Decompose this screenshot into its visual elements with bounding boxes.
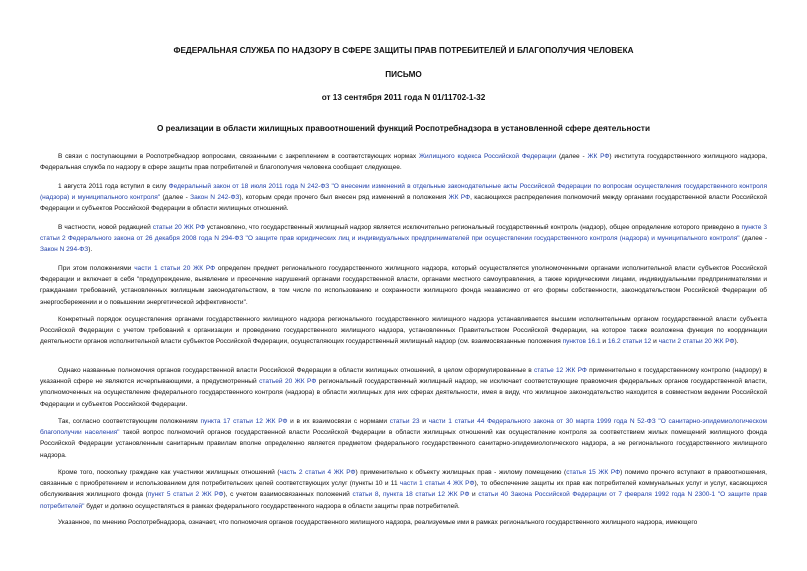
- paragraph-text: ) помимо прочего вступают в правоотношения, связанные с приобретением и использованием для потребительских целей соответствующих услуг (пункты 10 и 11: [40, 469, 767, 488]
- paragraph-text: (далее -: [556, 153, 588, 160]
- paragraph-text: и в их взаимосвязи с нормами: [287, 418, 390, 425]
- paragraph-text: ).: [734, 338, 739, 346]
- legal-reference-link[interactable]: статьи 8: [352, 491, 379, 499]
- paragraph-text: Кроме того, поскольку граждане как участники жилищных отношений (: [58, 469, 280, 476]
- legal-reference-link[interactable]: Жилищного кодекса Российской Федерации: [418, 153, 557, 160]
- paragraph-text: и: [419, 418, 429, 425]
- legal-reference-link[interactable]: пункт 5 статьи 2 ЖК РФ: [147, 491, 224, 499]
- legal-reference-link[interactable]: статьи 23: [389, 418, 420, 425]
- document-type: ПИСЬМО: [385, 70, 422, 79]
- legal-reference-link[interactable]: ЖК РФ: [587, 153, 610, 160]
- legal-reference-link[interactable]: статье 12 ЖК РФ: [534, 367, 587, 374]
- document-subject: О реализации в области жилищных правоотношений функций Роспотребнадзора в установленной сфере деятельности: [157, 124, 650, 133]
- paragraph: [40, 181, 767, 215]
- paragraph-text: будет и должно осуществляться в рамках федерального государственного надзора в области защиты прав потребителей.: [84, 502, 460, 510]
- legal-reference-link[interactable]: статьи 40 Закона Российской Федерации от 7 февраля 1992 года N 2300-1 "О защите прав потребителей": [40, 491, 768, 510]
- paragraph-text: Однако названные полномочия органов государственной власти Российской Федерации в области жилищных отношений, в целом сформулированные в: [58, 367, 535, 374]
- paragraph-text: Указанное, по мнению Роспотребнадзора, означает, что полномочия органов государственного жилищного надзора, реализуемые ими в рамках регионального государственного жилищного надзора, имеющего: [58, 519, 698, 526]
- paragraph-text: Конкретный порядок осуществления органами государственного жилищного надзора регионального государственного жилищного надзора устанавливается высшим исполнительным органом государственной власти субъекта Российской Федерации с учетом требований к организации и проведению государственного жилищного надзора, установленных Правительством Российской Федерации, на которое также возложена функция по координации деятельности органов исполнительной власти субъектов Российской Федерации, осуществляющих государственный жилищный надзор (см. взаимосвязанные положения: [40, 316, 767, 346]
- paragraph-text: определен предмет регионального государственного жилищного надзора, который осуществляется уполномоченными органами исполнительной власти субъектов Российской Федерации и включает в себя "предупреждение, выявление и пресечение нарушений органами государственной власти, органами местного самоуправления, а также юридическими лицами, индивидуальными предпринимателями и гражданами требований, установленных жилищным законодательством, в том числе по использованию и сохранности жилищного фонда независимо от его формы собственности, законодательством Российской Федерации об энергосбережении и о повышении энергетической эффективности".: [40, 265, 767, 306]
- paragraph-text: такой вопрос полномочий органов государственной власти Российской Федерации в области жилищных отношений как осуществление контроля за соответствием жилых помещений жилищного фонда Российской Федерации установленным санитарным правилам вполне определенно является предметом федерального государственного санитарно-эпидемиологического надзора, а не регионального государственного жилищного надзора.: [40, 429, 767, 459]
- legal-reference-link[interactable]: части 1 статьи 4 ЖК РФ: [399, 480, 475, 488]
- legal-reference-link[interactable]: ЖК РФ: [448, 194, 471, 202]
- legal-reference-link[interactable]: статьи 20 ЖК РФ: [152, 224, 205, 231]
- paragraph: [40, 517, 767, 528]
- document-date-number: от 13 сентября 2011 года N 01/11702-1-32: [321, 93, 486, 102]
- paragraph-text: Так, согласно соответствующим положениям: [58, 418, 201, 425]
- agency-title: ФЕДЕРАЛЬНАЯ СЛУЖБА ПО НАДЗОРУ В СФЕРЕ ЗАЩИТЫ ПРАВ ПОТРЕБИТЕЛЕЙ И БЛАГОПОЛУЧИЯ ЧЕЛОВЕКА: [173, 46, 634, 55]
- paragraph-text: и: [469, 491, 479, 499]
- paragraph: [40, 416, 767, 461]
- legal-reference-link[interactable]: части 1 статьи 20 ЖК РФ: [134, 265, 216, 272]
- paragraph-text: ), с учетом взаимосвязанных положений: [223, 491, 353, 499]
- legal-reference-link[interactable]: часть 2 статьи 4 ЖК РФ: [279, 469, 356, 476]
- paragraph-text: 1 августа 2011 года вступил в силу: [58, 183, 169, 190]
- paragraph-text: ).: [88, 246, 93, 254]
- paragraph-text: и: [600, 338, 608, 346]
- paragraph-text: применительно к государственному контролю (надзору) в указанной сфере не являются исчерпывающими, а предусмотренный: [40, 367, 767, 386]
- legal-reference-link[interactable]: части 1 статьи 44 Федерального закона от 30 марта 1999 года N 52-ФЗ "О санитарно-эпидемиологическом благополучии населения": [40, 418, 768, 437]
- legal-reference-link[interactable]: части 2 статьи 20 ЖК РФ: [658, 338, 735, 346]
- paragraph: [40, 467, 767, 512]
- legal-reference-link[interactable]: пункте 3 статьи 2 Федерального закона от 26 декабря 2008 года N 294-ФЗ "О защите прав юридических лиц и индивидуальных предпринимателей при осуществлении государственного контроля (надзора) и муниципального контроля": [40, 224, 767, 243]
- paragraph-text: (далее -: [160, 194, 191, 202]
- legal-reference-link[interactable]: Закон N 242-ФЗ: [190, 194, 240, 202]
- paragraph: [40, 222, 767, 256]
- paragraph-text: При этом положениями: [58, 265, 135, 272]
- legal-reference-link[interactable]: пункта 17 статьи 12 ЖК РФ: [200, 418, 288, 425]
- paragraph: [40, 151, 767, 173]
- paragraph-text: , касающихся распределения полномочий между органами государственной власти Российской Федерации и субъектов Российской Федерации в области жилищных отношений.: [40, 194, 767, 213]
- paragraph: [40, 314, 767, 348]
- legal-reference-link[interactable]: статья 15 ЖК РФ: [566, 469, 621, 476]
- legal-reference-link[interactable]: статьей 20 ЖК РФ: [259, 378, 317, 386]
- legal-reference-link[interactable]: 16.2 статьи 12: [607, 338, 652, 346]
- paragraph-text: ), то обеспечение защиты их прав как потребителей коммунальных услуг и услуг, касающихся обслуживания жилищного фонда (: [40, 480, 767, 499]
- paragraph-text: ) института государственного жилищного надзора, Федеральная служба по надзору в сфере защиты прав потребителей и благополучия человека сообщает следующее.: [40, 153, 768, 172]
- paragraph-text: и: [651, 338, 659, 346]
- paragraph-text: установлено, что государственный жилищный надзор является исключительно региональный государственный контроль (надзор), общее определение которого приведено в: [204, 224, 742, 231]
- legal-reference-link[interactable]: пункта 18 статьи 12 ЖК РФ: [382, 491, 470, 499]
- legal-reference-link[interactable]: Закон N 294-ФЗ: [40, 246, 89, 254]
- legal-reference-link[interactable]: пунктов 16.1: [562, 338, 601, 346]
- paragraph-text: В связи с поступающими в Роспотребнадзор вопросами, связанными с закреплением в соответствующих нормах: [58, 153, 419, 160]
- legal-reference-link[interactable]: Федеральный закон от 18 июля 2011 года N 242-ФЗ "О внесении изменений в отдельные законодательные акты Российской Федерации по вопросам осуществления государственного контроля (надзора) и муниципального контроля": [40, 183, 768, 202]
- paragraph-text: ), которым среди прочего был внесен ряд изменений в положения: [239, 194, 449, 202]
- paragraph-text: ) применительно к объекту жилищных прав - жилому помещению (: [355, 469, 567, 476]
- paragraph-text: ,: [378, 491, 383, 499]
- paragraph-text: В частности, новой редакцией: [58, 224, 153, 231]
- paragraph-text: региональный государственный жилищный надзор, не исключает соответствующие правомочия федеральных органов государственной власти, уполномоченных на осуществление федерального государственного контроля (надзора) в области жилищных для них сферах деятельности, имея в виду, что жилищное законодательство находится в совместном ведении Российской Федерации и субъектов Российской Федерации.: [40, 378, 767, 408]
- paragraph: [40, 263, 767, 308]
- paragraph-text: (далее -: [739, 235, 768, 243]
- paragraph: [40, 365, 767, 410]
